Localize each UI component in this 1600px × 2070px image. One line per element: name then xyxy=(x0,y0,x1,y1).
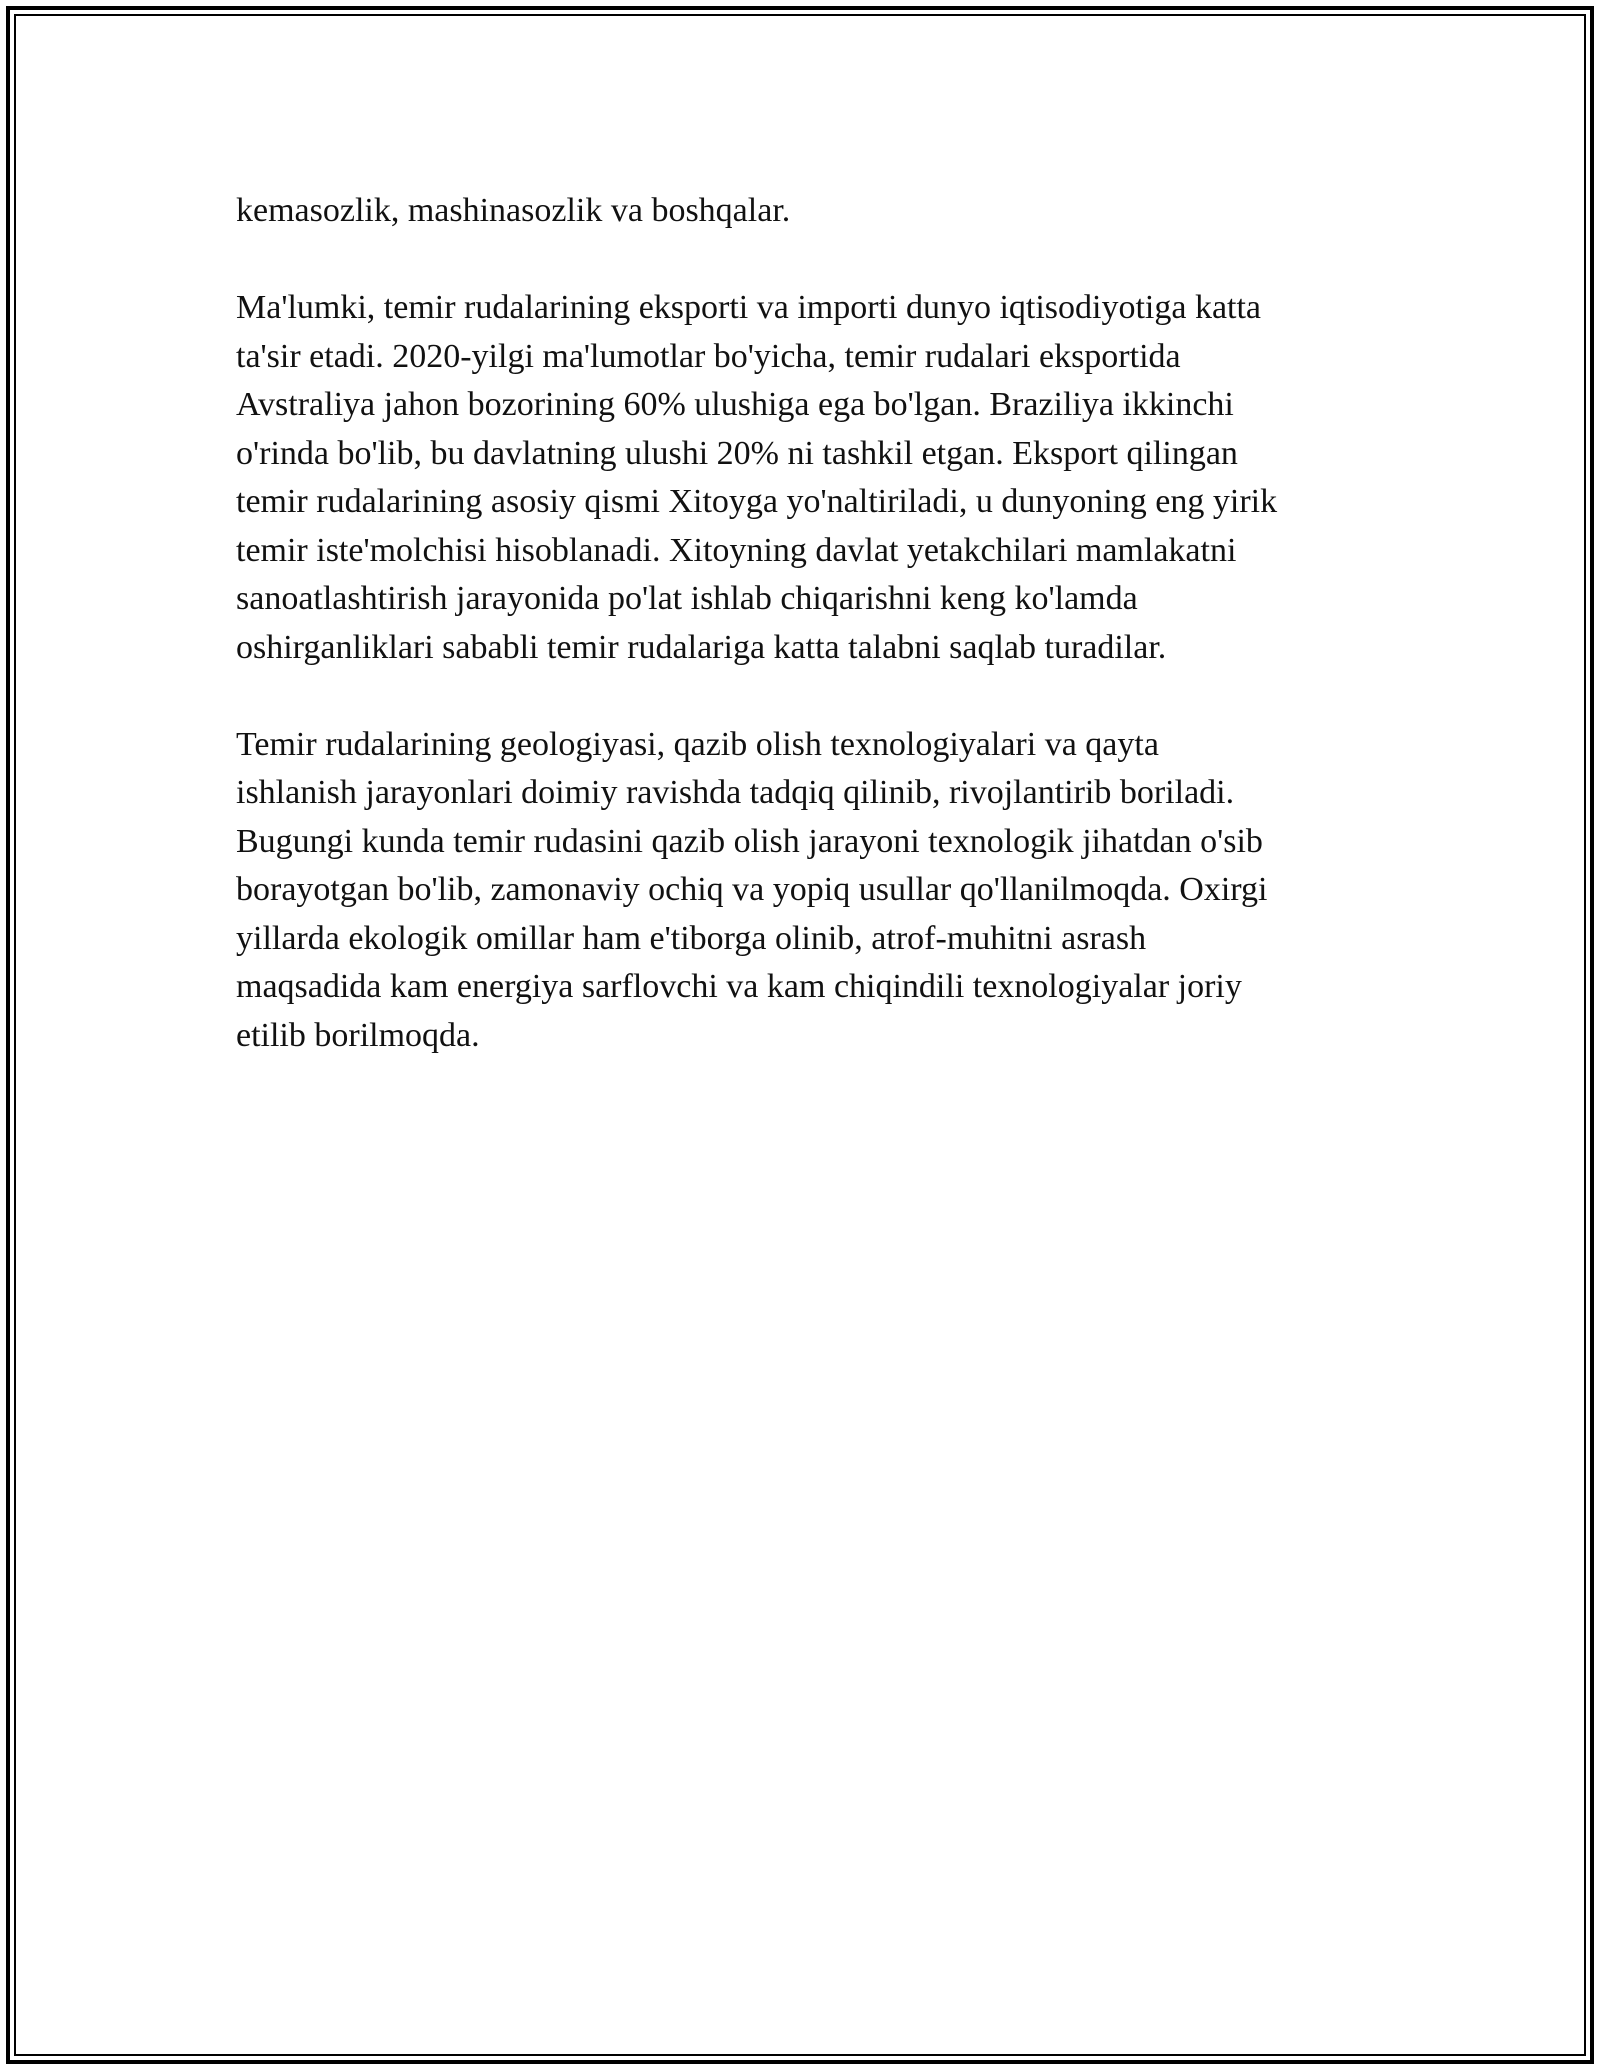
paragraph-3 xyxy=(236,721,1366,1061)
text-line: temir rudalarining asosiy qismi Xitoyga yo'naltiriladi, u dunyoning eng yirik xyxy=(236,483,1278,520)
text-line: temir iste'molchisi hisoblanadi. Xitoyning davlat yetakchilari mamlakatni xyxy=(236,531,1237,569)
text-line: o'rinda bo'lib, bu davlatning ulushi 20% ni tashkil etgan. Eksport qilingan xyxy=(236,434,1238,472)
paragraph-2 xyxy=(236,284,1366,672)
text-line: ishlanish jarayonlari doimiy ravishda tadqiq qilinib, rivojlantirib boriladi. xyxy=(236,774,1235,811)
text-line: maqsadida kam energiya sarflovchi va kam chiqindili texnologiyalar joriy xyxy=(236,968,1242,1005)
document-body xyxy=(236,187,1366,1109)
paragraph-1 xyxy=(236,187,1366,236)
text-line: yillarda ekologik omillar ham e'tiborga olinib, atrof-muhitni asrash xyxy=(236,919,1147,957)
text-line: Temir rudalarining geologiyasi, qazib olish texnologiyalari va qayta xyxy=(236,725,1159,763)
text-line: ta'sir etadi. 2020-yilgi ma'lumotlar bo'yicha, temir rudalari eksportida xyxy=(236,337,1181,375)
text-line: Avstraliya jahon bozorining 60% ulushiga ega bo'lgan. Braziliya ikkinchi xyxy=(236,386,1234,423)
text-line: etilib borilmoqda. xyxy=(236,1016,480,1054)
text-line: kemasozlik, mashinasozlik va boshqalar. xyxy=(236,192,791,229)
text-line: sanoatlashtirish jarayonida po'lat ishlab chiqarishni keng ko'lamda xyxy=(236,580,1138,617)
text-line: Bugungi kunda temir rudasini qazib olish jarayoni texnologik jihatdan o'sib xyxy=(236,822,1263,860)
text-line: oshirganliklari sababli temir rudalariga katta talabni saqlab turadilar. xyxy=(236,628,1167,666)
text-line: borayotgan bo'lib, zamonaviy ochiq va yopiq usullar qo'llanilmoqda. Oxirgi xyxy=(236,871,1268,908)
text-line: Ma'lumki, temir rudalarining eksporti va importi dunyo iqtisodiyotiga katta xyxy=(236,289,1262,326)
